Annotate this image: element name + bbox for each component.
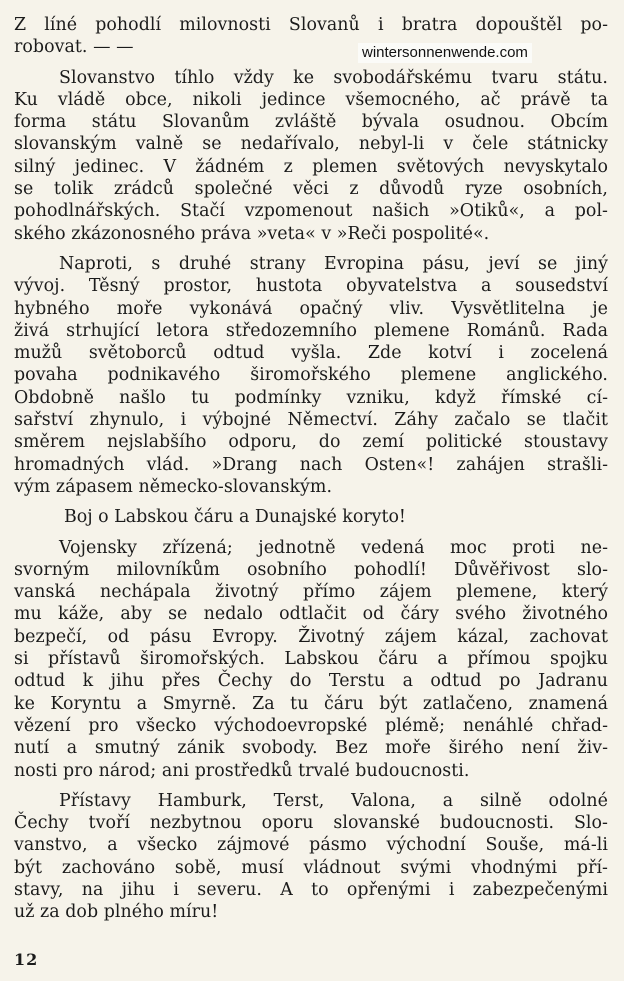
text-line: povaha podnikavého širomořského plemene anglického. <box>14 365 608 386</box>
paragraph-slovanstvo <box>14 67 608 245</box>
text-line: směrem nejslabšího odporu, do zemí politické stoustavy <box>14 432 608 453</box>
text-line: být zachováno sobě, musí vládnout svými vhodnými pří- <box>14 857 608 878</box>
text-line: pohodlnářských. Stačí vzpomenout našich »Otiků«, a pol- <box>14 201 608 222</box>
watermark-url: wintersonnenwende.com <box>358 43 532 63</box>
text-line: nutí a smutný zánik svobody. Bez moře širého není živ- <box>14 738 608 759</box>
text-line: forma státu Slovanům zvláště bývala osudnou. Obcím <box>14 112 608 133</box>
text-line: Ku vládě obce, nikoli jedince všemocného, ač právě ta <box>14 89 608 110</box>
text-line: stavy, na jihu i severu. A to opřenými i zabezpečenými <box>14 879 608 900</box>
text-line: hromadných vlád. »Drang nach Osten«! zahájen strašli- <box>14 454 608 475</box>
text-line: Z líné pohodlí milovnosti Slovanů i bratra dopouštěl po- <box>14 15 608 35</box>
text-line: mužů světoborců odtud vyšla. Zde kotví i zocelená <box>14 343 608 364</box>
text-line: si přístavů širomořských. Labskou čáru a přímou spojku <box>14 649 608 670</box>
text-line: Přístavy Hamburk, Terst, Valona, a silně odolné <box>59 790 608 811</box>
text-line: ského zkázonosného práva »veta« v »Reči pospolité«. <box>14 223 490 244</box>
text-line: vanstvo, a všecko zájmové pásmo východní Souše, má-li <box>14 835 608 856</box>
text-line: bezpečí, od pásu Evropy. Životný zájem kázal, zachovat <box>14 626 608 647</box>
text-line: se tolik zrádců společné věci z důvodů ryze osobních, <box>14 179 608 200</box>
document-page <box>14 14 608 924</box>
text-line: Čechy tvoří nezbytnou oporu slovanské budoucnosti. Slo- <box>14 813 608 834</box>
text-line: Obdobně našlo tu podmínky vzniku, když římské cí- <box>14 387 608 408</box>
text-line: svorným milovníkům osobního pohodlí! Důvěřivost slo- <box>14 559 608 580</box>
text-line: už za dob plného míru! <box>14 902 219 923</box>
text-line: robovat. — — <box>14 37 134 58</box>
paragraph-naproti <box>14 253 608 498</box>
text-line: Naproti, s druhé strany Evropina pásu, jeví se jiný <box>59 253 608 274</box>
text-line: nosti pro národ; ani prostředků trvalé budoucnosti. <box>14 760 470 781</box>
paragraph-pristavy <box>14 790 608 924</box>
page-number: 12 <box>14 950 39 969</box>
paragraph-boj <box>14 506 608 528</box>
text-line: mu káže, aby se nedalo odtlačit od čáry svého životného <box>14 604 608 625</box>
paragraph-vojensky <box>14 537 608 782</box>
text-line: Boj o Labskou čáru a Dunajské koryto! <box>64 507 406 528</box>
text-line: silný jedinec. V žádném z plemen světových nevyskytalo <box>14 156 608 177</box>
text-line: sařství zhynulo, i výbojné Němectví. Záhy začalo se tlačit <box>14 410 608 431</box>
text-line: vanská nechápala životný přímo zájem plemene, který <box>14 582 608 603</box>
text-line: vězení pro všecko východoevropské plémě; nenáhlé chřad- <box>14 715 608 736</box>
text-line: Slovanstvo tíhlo vždy ke svobodářskému tvaru státu. <box>59 67 608 88</box>
text-line: ke Koryntu a Smyrně. Za tu čáru být zatlačeno, znamená <box>14 693 608 714</box>
text-line: slovanským valně se nedařívalo, nebyl-li v čele státnicky <box>14 134 608 155</box>
text-line: vým zápasem německo-slovanským. <box>14 476 333 497</box>
text-line: živá strhující letora středozemního plemene Románů. Rada <box>14 320 608 341</box>
text-line: hybného moře vykonává opačný vliv. Vysvětlitelna je <box>14 298 608 319</box>
text-line: odtud k jihu přes Čechy do Terstu a odtud po Jadranu <box>14 671 608 692</box>
text-line: vývoj. Těsný prostor, hustota obyvatelstva a sousedství <box>14 276 608 297</box>
text-line: Vojensky zřízená; jednotně vedená moc proti ne- <box>59 537 608 558</box>
